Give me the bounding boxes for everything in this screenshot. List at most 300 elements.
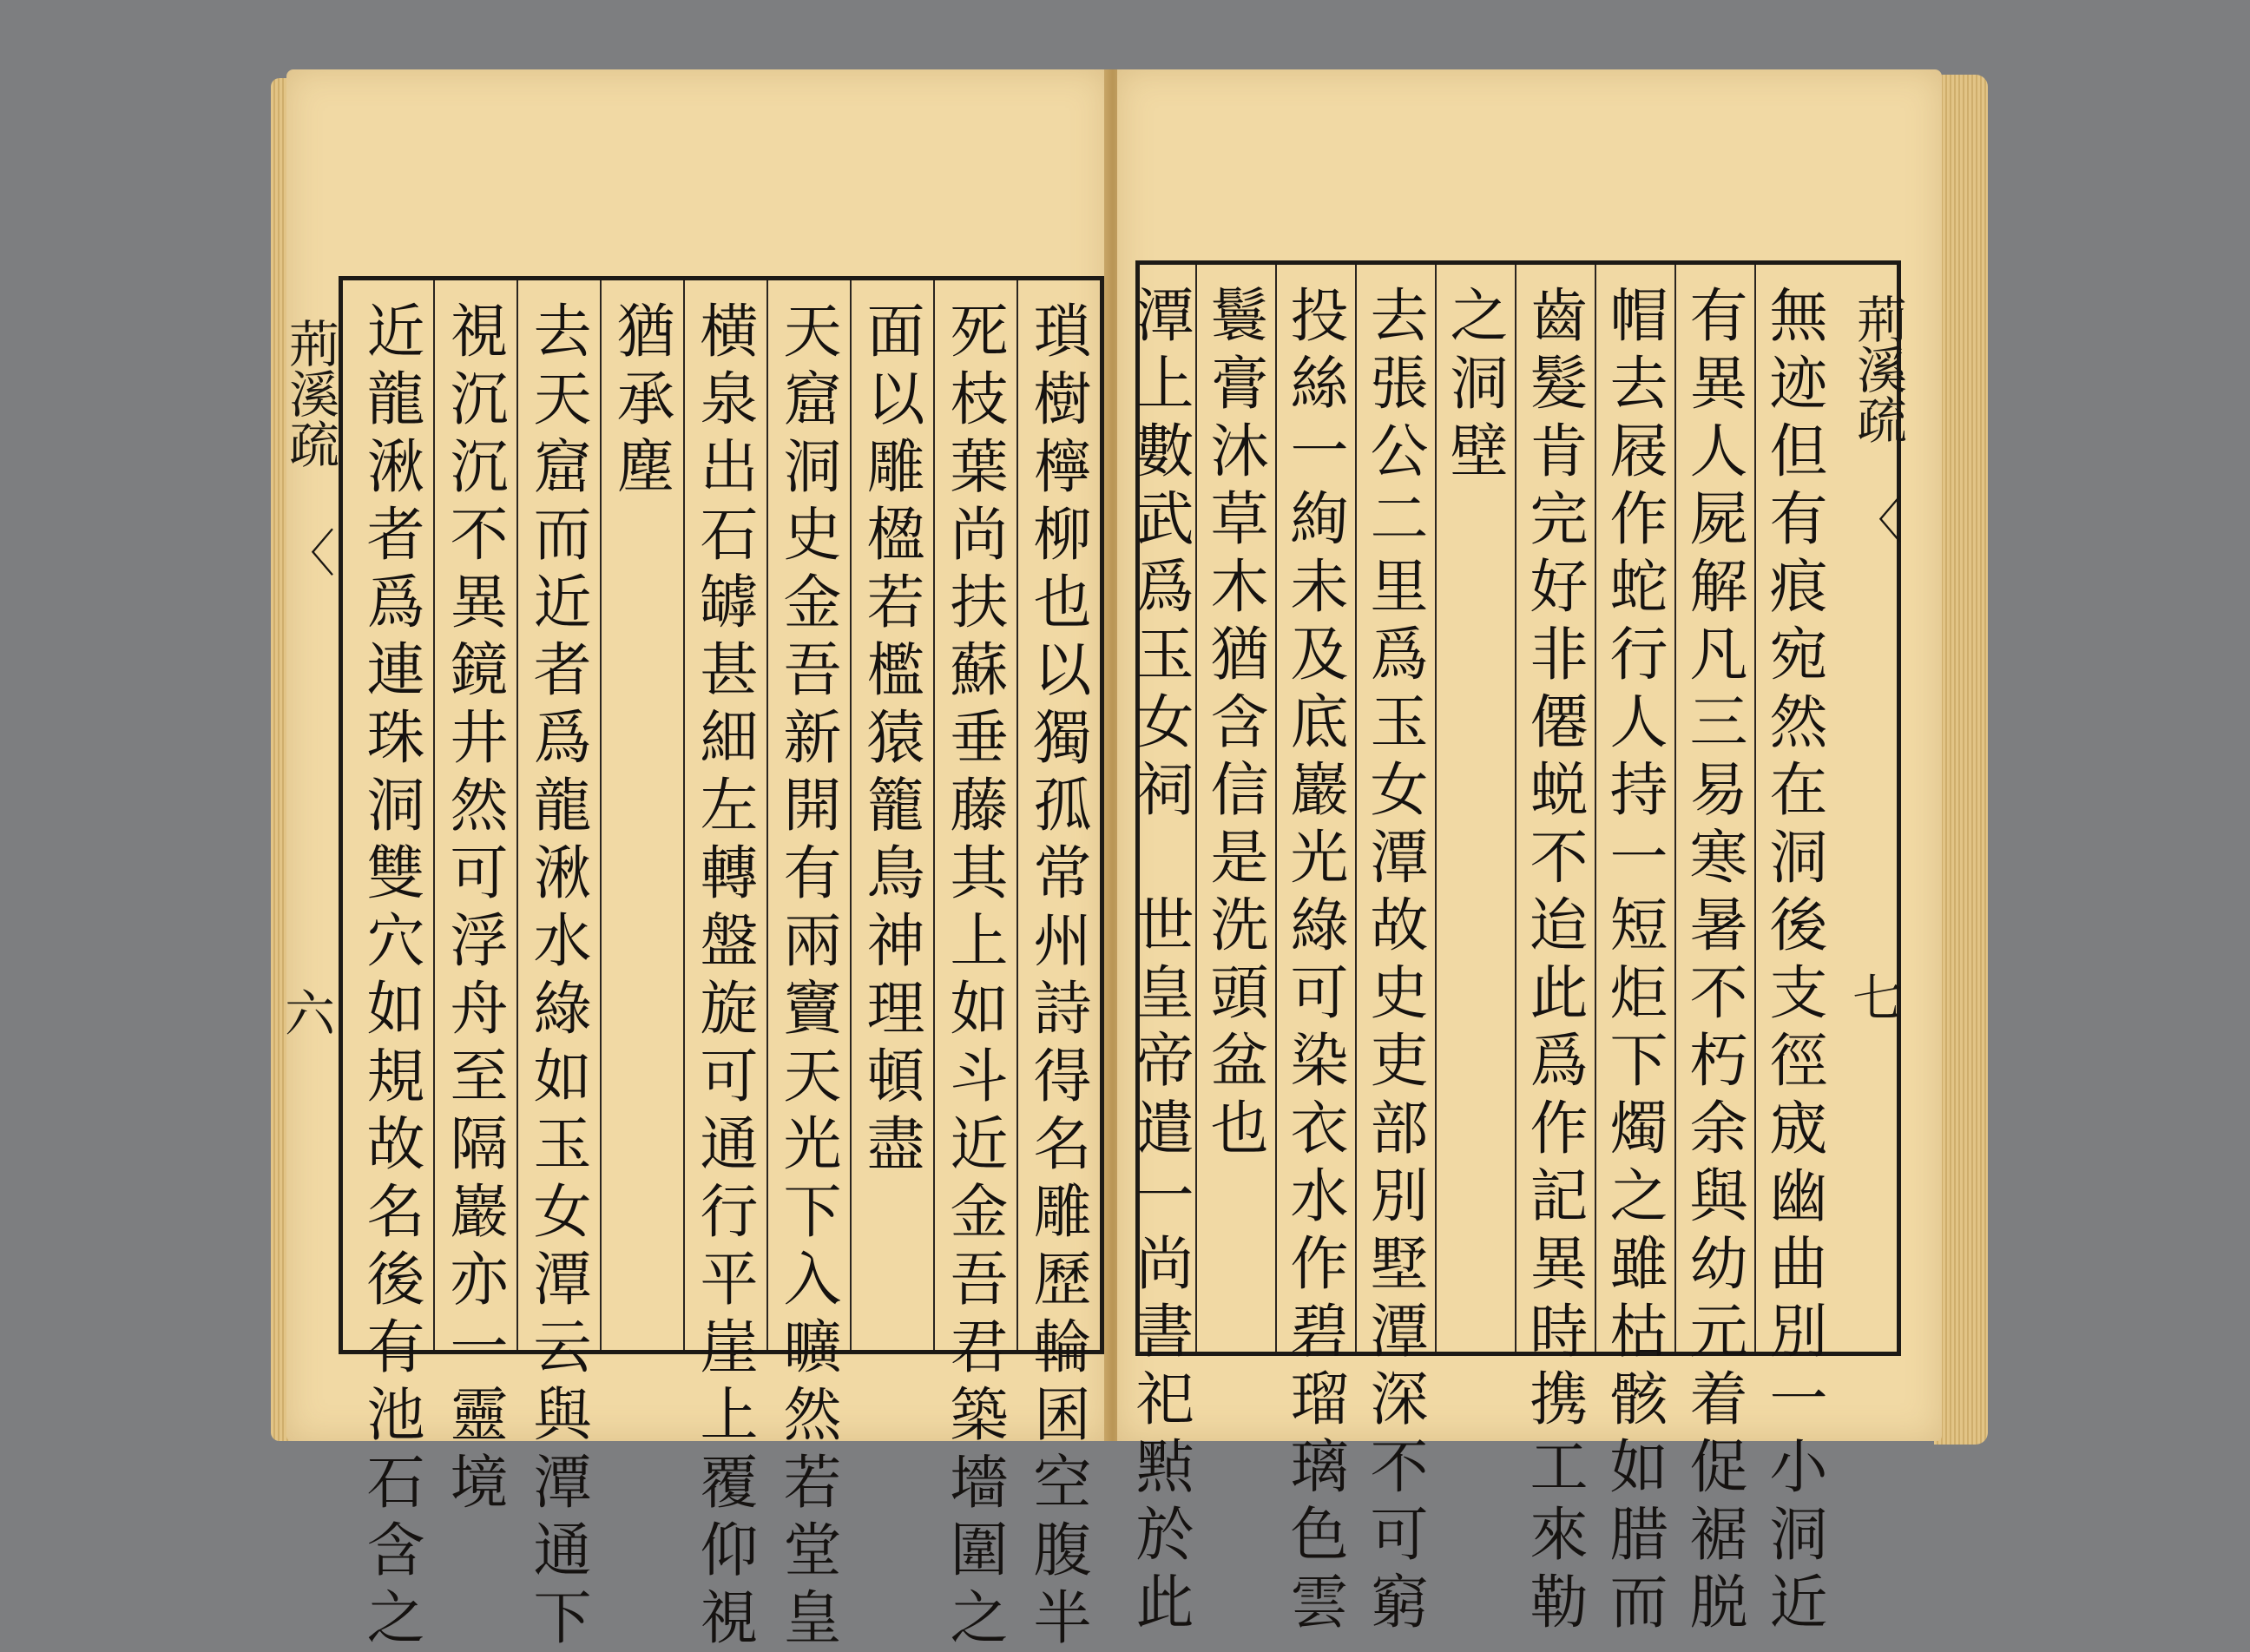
glyph: 之 bbox=[1450, 282, 1509, 350]
column-rule bbox=[600, 280, 602, 1350]
glyph bbox=[1155, 824, 1174, 892]
glyph: 洞 bbox=[366, 772, 425, 839]
glyph: 可 bbox=[1370, 1501, 1429, 1569]
glyph: 女 bbox=[1135, 688, 1194, 756]
glyph: 人 bbox=[1609, 688, 1668, 756]
left-text-frame bbox=[280, 276, 1104, 1652]
glyph: 脱 bbox=[1689, 1569, 1748, 1636]
glyph: 里 bbox=[1370, 553, 1429, 621]
glyph: 歷 bbox=[1033, 1246, 1092, 1313]
glyph: 皇 bbox=[783, 1584, 842, 1652]
glyph: 着 bbox=[1689, 1366, 1748, 1433]
glyph: 玉 bbox=[1370, 688, 1429, 756]
glyph: 盡 bbox=[866, 1110, 925, 1178]
glyph: 視 bbox=[700, 1584, 759, 1652]
right-center-strip bbox=[1843, 265, 1912, 1352]
glyph: 爲 bbox=[1135, 553, 1194, 621]
glyph: 壁 bbox=[1450, 418, 1509, 485]
glyph: 枯 bbox=[1609, 1298, 1668, 1366]
glyph: 以 bbox=[1033, 636, 1092, 704]
glyph: 絢 bbox=[1290, 485, 1349, 553]
glyph: 浮 bbox=[450, 907, 509, 975]
glyph: 洞 bbox=[1769, 1501, 1828, 1569]
glyph: 半 bbox=[1033, 1584, 1092, 1652]
glyph: 仰 bbox=[700, 1517, 759, 1584]
glyph: 行 bbox=[1609, 621, 1668, 688]
glyph: 金 bbox=[950, 1178, 1009, 1246]
glyph: 竇 bbox=[783, 975, 842, 1043]
glyph: 舟 bbox=[450, 975, 509, 1043]
glyph: 作 bbox=[1530, 1095, 1589, 1162]
left-center-title: 荊溪疏 bbox=[280, 318, 339, 469]
glyph: 泉 bbox=[700, 365, 759, 433]
glyph: 工 bbox=[1530, 1433, 1589, 1501]
glyph: 君 bbox=[950, 1313, 1009, 1381]
glyph: 水 bbox=[533, 907, 592, 975]
glyph: 入 bbox=[783, 1246, 842, 1313]
glyph: 雕 bbox=[1033, 1178, 1092, 1246]
glyph: 後 bbox=[366, 1246, 425, 1313]
glyph: 勒 bbox=[1530, 1569, 1589, 1636]
glyph: 然 bbox=[450, 772, 509, 839]
glyph: 在 bbox=[1769, 756, 1828, 824]
glyph: 輪 bbox=[1033, 1313, 1092, 1381]
glyph: 池 bbox=[366, 1381, 425, 1449]
glyph: 世 bbox=[1135, 892, 1194, 959]
glyph: 猶 bbox=[1210, 621, 1269, 688]
glyph: 遣 bbox=[1135, 1095, 1194, 1162]
glyph: 吾 bbox=[783, 636, 842, 704]
glyph: 以 bbox=[866, 365, 925, 433]
glyph: 鬟 bbox=[1210, 282, 1269, 350]
glyph: 不 bbox=[1530, 824, 1589, 892]
glyph: 死 bbox=[950, 298, 1009, 365]
glyph: 腹 bbox=[1033, 1517, 1092, 1584]
glyph: 作 bbox=[1609, 485, 1668, 553]
glyph: 通 bbox=[700, 1110, 759, 1178]
glyph: 旋 bbox=[700, 975, 759, 1043]
glyph: 一 bbox=[1135, 1162, 1194, 1230]
glyph: 猶 bbox=[616, 298, 675, 365]
glyph: 上 bbox=[700, 1381, 759, 1449]
glyph: 光 bbox=[1290, 824, 1349, 892]
glyph: 其 bbox=[950, 839, 1009, 907]
glyph: 如 bbox=[950, 975, 1009, 1043]
column-rule bbox=[766, 280, 768, 1350]
glyph: 平 bbox=[700, 1246, 759, 1313]
glyph: 短 bbox=[1609, 892, 1668, 959]
glyph: 盆 bbox=[1210, 1027, 1269, 1095]
glyph: 公 bbox=[1370, 418, 1429, 485]
glyph: 如 bbox=[366, 975, 425, 1043]
glyph: 至 bbox=[450, 1043, 509, 1110]
left-col-3 bbox=[859, 298, 933, 1178]
glyph: 湫 bbox=[533, 839, 592, 907]
glyph: 徑 bbox=[1769, 1027, 1828, 1095]
glyph: 數 bbox=[1135, 418, 1194, 485]
left-col-2 bbox=[942, 298, 1016, 1652]
glyph: 云 bbox=[533, 1313, 592, 1381]
glyph: 蜕 bbox=[1530, 756, 1589, 824]
glyph: 有 bbox=[1689, 282, 1748, 350]
glyph: 有 bbox=[1769, 485, 1828, 553]
right-col-6 bbox=[1362, 282, 1437, 1636]
glyph: 連 bbox=[366, 636, 425, 704]
glyph: 完 bbox=[1530, 485, 1589, 553]
glyph: 投 bbox=[1290, 282, 1349, 350]
glyph: 爲 bbox=[1370, 621, 1429, 688]
glyph: 葉 bbox=[950, 433, 1009, 501]
glyph: 異 bbox=[450, 569, 509, 636]
glyph: 龍 bbox=[366, 365, 425, 433]
glyph: 不 bbox=[450, 501, 509, 569]
glyph: 一 bbox=[1609, 824, 1668, 892]
glyph: 出 bbox=[700, 433, 759, 501]
glyph: 於 bbox=[1135, 1501, 1194, 1569]
glyph: 上 bbox=[1135, 350, 1194, 418]
glyph: 兩 bbox=[783, 907, 842, 975]
glyph: 此 bbox=[1135, 1569, 1194, 1636]
glyph: 宬 bbox=[1769, 1095, 1828, 1162]
glyph: 通 bbox=[533, 1517, 592, 1584]
glyph: 如 bbox=[1609, 1433, 1668, 1501]
glyph: 膏 bbox=[1210, 350, 1269, 418]
glyph: 有 bbox=[783, 839, 842, 907]
glyph: 携 bbox=[1530, 1366, 1589, 1433]
glyph: 雕 bbox=[866, 433, 925, 501]
glyph: 也 bbox=[1210, 1095, 1269, 1162]
glyph: 史 bbox=[1370, 959, 1429, 1027]
glyph: 窟 bbox=[783, 365, 842, 433]
glyph: 鏡 bbox=[450, 636, 509, 704]
right-col-8 bbox=[1202, 282, 1277, 1162]
glyph: 炬 bbox=[1609, 959, 1668, 1027]
glyph: 祠 bbox=[1135, 756, 1194, 824]
glyph: 不 bbox=[1689, 959, 1748, 1027]
glyph: 不 bbox=[1370, 1433, 1429, 1501]
glyph: 之 bbox=[366, 1584, 425, 1652]
column-rule bbox=[683, 280, 685, 1350]
glyph: 潭 bbox=[1370, 824, 1429, 892]
glyph: 去 bbox=[533, 298, 592, 365]
glyph: 洗 bbox=[1210, 892, 1269, 959]
right-col-4 bbox=[1522, 282, 1596, 1636]
glyph: 易 bbox=[1689, 756, 1748, 824]
glyph: 天 bbox=[783, 1043, 842, 1110]
right-center-fold: 〈 bbox=[1852, 491, 1903, 550]
glyph: 覆 bbox=[700, 1449, 759, 1517]
glyph: 元 bbox=[1689, 1298, 1748, 1366]
glyph: 信 bbox=[1210, 756, 1269, 824]
glyph: 促 bbox=[1689, 1433, 1748, 1501]
left-col-6 bbox=[609, 298, 683, 501]
glyph: 神 bbox=[866, 907, 925, 975]
glyph: 吏 bbox=[1370, 1027, 1429, 1095]
glyph: 潭 bbox=[1135, 282, 1194, 350]
glyph: 有 bbox=[366, 1313, 425, 1381]
glyph: 迹 bbox=[1769, 350, 1828, 418]
glyph: 武 bbox=[1135, 485, 1194, 553]
column-rule bbox=[516, 280, 518, 1350]
glyph: 髮 bbox=[1530, 350, 1589, 418]
glyph: 骸 bbox=[1609, 1366, 1668, 1433]
glyph: 藤 bbox=[950, 772, 1009, 839]
glyph: 雖 bbox=[1609, 1230, 1668, 1298]
glyph: 名 bbox=[366, 1178, 425, 1246]
glyph: 而 bbox=[1609, 1569, 1668, 1636]
glyph: 時 bbox=[1530, 1298, 1589, 1366]
glyph: 然 bbox=[783, 1381, 842, 1449]
glyph: 部 bbox=[1370, 1095, 1429, 1162]
glyph: 猿 bbox=[866, 704, 925, 772]
glyph: 檻 bbox=[866, 636, 925, 704]
glyph: 燭 bbox=[1609, 1095, 1668, 1162]
glyph: 帝 bbox=[1135, 1027, 1194, 1095]
glyph: 朽 bbox=[1689, 1027, 1748, 1095]
glyph: 異 bbox=[1530, 1230, 1589, 1298]
glyph: 屍 bbox=[1689, 485, 1748, 553]
glyph: 籠 bbox=[866, 772, 925, 839]
glyph: 持 bbox=[1609, 756, 1668, 824]
glyph: 雲 bbox=[1290, 1569, 1349, 1636]
glyph: 下 bbox=[1609, 1027, 1668, 1095]
glyph: 窟 bbox=[533, 433, 592, 501]
glyph: 珠 bbox=[366, 704, 425, 772]
glyph: 僊 bbox=[1530, 688, 1589, 756]
glyph: 三 bbox=[1689, 688, 1748, 756]
glyph: 境 bbox=[450, 1449, 509, 1517]
glyph: 後 bbox=[1769, 892, 1828, 959]
glyph: 蛇 bbox=[1609, 553, 1668, 621]
glyph: 一 bbox=[1769, 1366, 1828, 1433]
glyph: 染 bbox=[1290, 1027, 1349, 1095]
glyph: 暑 bbox=[1689, 892, 1748, 959]
column-rule bbox=[933, 280, 935, 1350]
glyph: 者 bbox=[366, 501, 425, 569]
glyph: 斗 bbox=[950, 1043, 1009, 1110]
glyph: 新 bbox=[783, 704, 842, 772]
glyph: 凡 bbox=[1689, 621, 1748, 688]
glyph: 洞 bbox=[1450, 350, 1509, 418]
glyph: 行 bbox=[700, 1178, 759, 1246]
glyph: 承 bbox=[616, 365, 675, 433]
glyph: 鳥 bbox=[866, 839, 925, 907]
left-center-fold: 〈 bbox=[284, 524, 335, 583]
glyph: 之 bbox=[1609, 1162, 1668, 1230]
glyph: 余 bbox=[1689, 1095, 1748, 1162]
glyph: 異 bbox=[1689, 350, 1748, 418]
glyph: 幼 bbox=[1689, 1230, 1748, 1298]
glyph: 宛 bbox=[1769, 621, 1828, 688]
glyph: 下 bbox=[533, 1584, 592, 1652]
glyph: 可 bbox=[700, 1043, 759, 1110]
glyph: 亦 bbox=[450, 1246, 509, 1313]
glyph: 去 bbox=[1370, 282, 1429, 350]
glyph: 及 bbox=[1290, 621, 1349, 688]
glyph: 迨 bbox=[1530, 892, 1589, 959]
right-page-number: 七 bbox=[1852, 969, 1903, 1028]
glyph: 尚 bbox=[1135, 1230, 1194, 1298]
glyph: 與 bbox=[533, 1381, 592, 1449]
glyph: 解 bbox=[1689, 553, 1748, 621]
right-col-7 bbox=[1282, 282, 1357, 1636]
glyph: 天 bbox=[783, 298, 842, 365]
glyph: 穴 bbox=[366, 907, 425, 975]
right-col-9 bbox=[1128, 282, 1202, 1636]
glyph: 水 bbox=[1290, 1162, 1349, 1230]
glyph: 囷 bbox=[1033, 1381, 1092, 1449]
glyph: 㸃 bbox=[1135, 1433, 1194, 1501]
left-col-5 bbox=[692, 298, 766, 1652]
right-text-frame bbox=[1135, 260, 1907, 1636]
glyph: 常 bbox=[1033, 839, 1092, 907]
glyph: 木 bbox=[1210, 553, 1269, 621]
glyph: 若 bbox=[866, 569, 925, 636]
glyph: 頓 bbox=[866, 1043, 925, 1110]
glyph: 靈 bbox=[450, 1381, 509, 1449]
glyph: 是 bbox=[1210, 824, 1269, 892]
glyph: 二 bbox=[1370, 485, 1429, 553]
right-center-title: 荊溪疏 bbox=[1848, 293, 1907, 444]
glyph: 詩 bbox=[1033, 975, 1092, 1043]
glyph: 璃 bbox=[1290, 1433, 1349, 1501]
glyph: 瑣 bbox=[1033, 298, 1092, 365]
glyph: 隔 bbox=[450, 1110, 509, 1178]
glyph: 下 bbox=[783, 1178, 842, 1246]
glyph: 玉 bbox=[533, 1110, 592, 1178]
glyph: 雙 bbox=[366, 839, 425, 907]
glyph: 金 bbox=[783, 569, 842, 636]
glyph: 曠 bbox=[783, 1313, 842, 1381]
glyph: 但 bbox=[1769, 418, 1828, 485]
left-col-9 bbox=[359, 298, 433, 1652]
glyph: 祀 bbox=[1135, 1366, 1194, 1433]
glyph: 一 bbox=[1290, 418, 1349, 485]
glyph: 潭 bbox=[533, 1246, 592, 1313]
glyph: 枝 bbox=[950, 365, 1009, 433]
right-col-3 bbox=[1602, 282, 1676, 1636]
glyph: 尚 bbox=[950, 501, 1009, 569]
glyph: 巖 bbox=[1290, 756, 1349, 824]
glyph: 史 bbox=[783, 501, 842, 569]
glyph: 綠 bbox=[1290, 892, 1349, 959]
glyph: 可 bbox=[1290, 959, 1349, 1027]
glyph: 堂 bbox=[783, 1517, 842, 1584]
glyph: 之 bbox=[950, 1584, 1009, 1652]
glyph: 石 bbox=[366, 1449, 425, 1517]
glyph: 沉 bbox=[450, 433, 509, 501]
glyph: 龍 bbox=[533, 772, 592, 839]
left-col-8 bbox=[442, 298, 516, 1517]
glyph: 含 bbox=[1210, 688, 1269, 756]
glyph: 支 bbox=[1769, 959, 1828, 1027]
glyph: 無 bbox=[1769, 282, 1828, 350]
left-col-4 bbox=[775, 298, 850, 1652]
glyph: 檸 bbox=[1033, 433, 1092, 501]
glyph: 扶 bbox=[950, 569, 1009, 636]
glyph: 別 bbox=[1769, 1298, 1828, 1366]
glyph: 皇 bbox=[1135, 959, 1194, 1027]
glyph: 獨 bbox=[1033, 704, 1092, 772]
glyph: 洞 bbox=[1769, 824, 1828, 892]
glyph: 含 bbox=[366, 1517, 425, 1584]
column-rule bbox=[850, 280, 852, 1350]
glyph: 深 bbox=[1370, 1366, 1429, 1433]
glyph: 近 bbox=[1769, 1569, 1828, 1636]
glyph: 細 bbox=[700, 704, 759, 772]
glyph: 左 bbox=[700, 772, 759, 839]
glyph: 楹 bbox=[866, 501, 925, 569]
glyph: 視 bbox=[450, 298, 509, 365]
glyph: 蘇 bbox=[950, 636, 1009, 704]
left-col-1 bbox=[1025, 298, 1100, 1652]
right-page-edge bbox=[1934, 75, 1988, 1445]
glyph: 寒 bbox=[1689, 824, 1748, 892]
glyph: 墻 bbox=[950, 1449, 1009, 1517]
glyph: 裾 bbox=[1689, 1501, 1748, 1569]
glyph: 齒 bbox=[1530, 282, 1589, 350]
glyph: 石 bbox=[700, 501, 759, 569]
glyph: 腊 bbox=[1609, 1501, 1668, 1569]
glyph: 肯 bbox=[1530, 418, 1589, 485]
glyph: 女 bbox=[1370, 756, 1429, 824]
glyph: 一 bbox=[450, 1313, 509, 1381]
glyph: 爲 bbox=[533, 704, 592, 772]
glyph: 近 bbox=[533, 569, 592, 636]
left-col-7 bbox=[525, 298, 600, 1652]
glyph: 屐 bbox=[1609, 418, 1668, 485]
glyph: 此 bbox=[1530, 959, 1589, 1027]
glyph: 面 bbox=[866, 298, 925, 365]
glyph: 來 bbox=[1530, 1501, 1589, 1569]
glyph: 轉 bbox=[700, 839, 759, 907]
glyph: 圍 bbox=[950, 1517, 1009, 1584]
glyph: 得 bbox=[1033, 1043, 1092, 1110]
glyph: 洞 bbox=[783, 433, 842, 501]
left-page-number: 六 bbox=[284, 984, 335, 1043]
glyph: 柳 bbox=[1033, 501, 1092, 569]
glyph: 窮 bbox=[1370, 1569, 1429, 1636]
glyph: 也 bbox=[1033, 569, 1092, 636]
glyph: 樹 bbox=[1033, 365, 1092, 433]
glyph: 巖 bbox=[450, 1178, 509, 1246]
glyph: 崖 bbox=[700, 1313, 759, 1381]
glyph: 潭 bbox=[1370, 1298, 1429, 1366]
glyph: 罅 bbox=[700, 569, 759, 636]
right-col-2 bbox=[1681, 282, 1756, 1636]
glyph: 築 bbox=[950, 1381, 1009, 1449]
glyph: 帽 bbox=[1609, 282, 1668, 350]
glyph: 理 bbox=[866, 975, 925, 1043]
glyph: 如 bbox=[533, 1043, 592, 1110]
glyph: 空 bbox=[1033, 1449, 1092, 1517]
glyph: 色 bbox=[1290, 1501, 1349, 1569]
glyph: 井 bbox=[450, 704, 509, 772]
glyph: 若 bbox=[783, 1449, 842, 1517]
glyph: 非 bbox=[1530, 621, 1589, 688]
glyph: 人 bbox=[1689, 418, 1748, 485]
glyph: 痕 bbox=[1769, 553, 1828, 621]
column-rule bbox=[1016, 280, 1018, 1350]
glyph: 沐 bbox=[1210, 418, 1269, 485]
glyph: 者 bbox=[533, 636, 592, 704]
glyph: 張 bbox=[1370, 350, 1429, 418]
glyph: 小 bbox=[1769, 1433, 1828, 1501]
glyph: 湫 bbox=[366, 433, 425, 501]
glyph: 上 bbox=[950, 907, 1009, 975]
glyph: 近 bbox=[366, 298, 425, 365]
glyph: 曲 bbox=[1769, 1230, 1828, 1298]
